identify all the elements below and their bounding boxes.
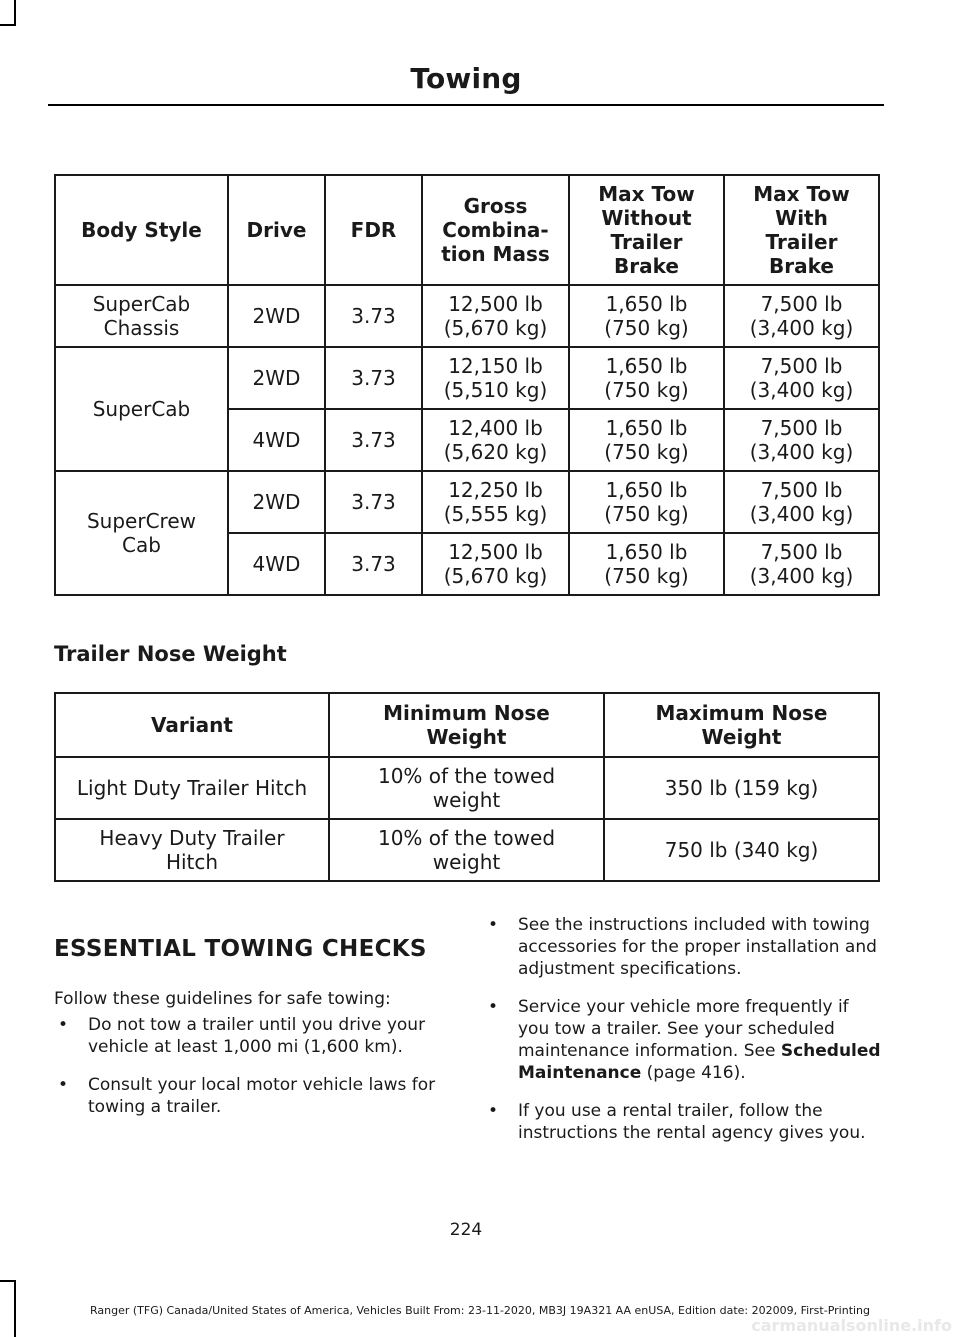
- gcm-kg: (5,555 kg): [443, 502, 548, 526]
- list-item: [484, 914, 882, 980]
- gcm-kg: (5,670 kg): [443, 564, 548, 588]
- crop-mark-top-left-v: [14, 0, 16, 26]
- no-brake-lb: 1,650 lb: [605, 540, 688, 564]
- nose-weight-table: [54, 692, 880, 882]
- no-brake-kg: (750 kg): [604, 378, 689, 402]
- gcm-lb: 12,150 lb: [448, 354, 543, 378]
- scheduled-maintenance-link[interactable]: Scheduled Maintenance: [518, 1041, 881, 1083]
- no-brake-lb: 1,650 lb: [605, 416, 688, 440]
- no-brake-cell: [569, 285, 724, 347]
- no-brake-lb: 1,650 lb: [605, 292, 688, 316]
- gcm-cell: [422, 285, 569, 347]
- list-item-text: If you use a rental trailer, follow the instructions the rental agency gives you.: [518, 1101, 866, 1143]
- gcm-kg: (5,670 kg): [443, 316, 548, 340]
- col-header-body-style: Body Style: [55, 175, 228, 285]
- brake-kg: (3,400 kg): [749, 564, 854, 588]
- no-brake-lb: 1,650 lb: [605, 478, 688, 502]
- variant-cell: Light Duty Trailer Hitch: [55, 757, 329, 819]
- col-header-max-tow-no-brake: Max Tow Without Trailer Brake: [569, 175, 724, 285]
- page-number: 224: [449, 1220, 483, 1240]
- bullet-icon: •: [488, 915, 499, 935]
- gcm-lb: 12,500 lb: [448, 292, 543, 316]
- gcm-cell: [422, 347, 569, 409]
- brake-kg: (3,400 kg): [749, 316, 854, 340]
- col-header-max-tow-brake: Max Tow With Trailer Brake: [724, 175, 879, 285]
- min-weight-cell: 10% of the towed weight: [329, 819, 604, 881]
- table-row: [55, 471, 879, 533]
- col-header-min-nose-weight: Minimum Nose Weight: [329, 693, 604, 757]
- gcm-kg: (5,510 kg): [443, 378, 548, 402]
- crop-mark-top-left-h: [0, 24, 16, 26]
- gcm-lb: 12,250 lb: [448, 478, 543, 502]
- list-item-text: Consult your local motor vehicle laws for towing a trailer.: [88, 1075, 436, 1117]
- brake-cell: [724, 471, 879, 533]
- fdr-cell: 3.73: [325, 471, 422, 533]
- list-item-text: See the instructions included with towing accessories for the proper installation and adjustment specifications.: [518, 915, 877, 979]
- drive-cell: 4WD: [228, 409, 325, 471]
- brake-kg: (3,400 kg): [749, 440, 854, 464]
- table-row: [55, 819, 879, 881]
- table-row: [55, 285, 879, 347]
- brake-cell: [724, 347, 879, 409]
- no-brake-cell: [569, 347, 724, 409]
- no-brake-cell: [569, 533, 724, 595]
- no-brake-kg: (750 kg): [604, 502, 689, 526]
- gcm-cell: [422, 533, 569, 595]
- fdr-cell: 3.73: [325, 285, 422, 347]
- body-style-cell: SuperCab Chassis: [55, 285, 228, 347]
- no-brake-kg: (750 kg): [604, 564, 689, 588]
- bullet-icon: •: [58, 1015, 69, 1035]
- list-item-text: Do not tow a trailer until you drive your vehicle at least 1,000 mi (1,600 km).: [88, 1015, 426, 1057]
- brake-lb: 7,500 lb: [760, 292, 843, 316]
- gcm-kg: (5,620 kg): [443, 440, 548, 464]
- brake-cell: [724, 285, 879, 347]
- bullet-icon: •: [58, 1075, 69, 1095]
- list-item: [54, 1074, 454, 1118]
- no-brake-cell: [569, 409, 724, 471]
- fdr-cell: 3.73: [325, 409, 422, 471]
- watermark: carmanualsonline.info: [751, 1316, 952, 1335]
- variant-cell: Heavy Duty Trailer Hitch: [55, 819, 329, 881]
- no-brake-kg: (750 kg): [604, 440, 689, 464]
- no-brake-kg: (750 kg): [604, 316, 689, 340]
- right-bullet-list: [484, 914, 882, 1160]
- page-reference: (page 416).: [641, 1063, 746, 1083]
- towing-capacity-table: [54, 174, 880, 596]
- drive-cell: 2WD: [228, 347, 325, 409]
- fdr-cell: 3.73: [325, 533, 422, 595]
- col-header-variant: Variant: [55, 693, 329, 757]
- gcm-cell: [422, 409, 569, 471]
- col-header-max-nose-weight: Maximum Nose Weight: [604, 693, 879, 757]
- max-weight-cell: 350 lb (159 kg): [604, 757, 879, 819]
- drive-cell: 4WD: [228, 533, 325, 595]
- title-divider: [48, 104, 884, 106]
- col-header-drive: Drive: [228, 175, 325, 285]
- no-brake-lb: 1,650 lb: [605, 354, 688, 378]
- bullet-icon: •: [488, 1101, 499, 1121]
- brake-kg: (3,400 kg): [749, 502, 854, 526]
- brake-lb: 7,500 lb: [760, 416, 843, 440]
- brake-cell: [724, 409, 879, 471]
- brake-lb: 7,500 lb: [760, 354, 843, 378]
- max-weight-cell: 750 lb (340 kg): [604, 819, 879, 881]
- footer-edition-info: Ranger (TFG) Canada/United States of America, Vehicles Built From: 23-11-2020, MB3J 19A321 AA enUSA, Edition date: 202009, First-Printing: [89, 1304, 871, 1317]
- brake-lb: 7,500 lb: [760, 540, 843, 564]
- body-style-cell: SuperCab: [55, 347, 228, 471]
- drive-cell: 2WD: [228, 471, 325, 533]
- brake-lb: 7,500 lb: [760, 478, 843, 502]
- body-style-cell: SuperCrew Cab: [55, 471, 228, 595]
- list-item-text: Service your vehicle more frequently if you tow a trailer. See your scheduled maintenance information. See: [518, 997, 849, 1061]
- intro-paragraph: Follow these guidelines for safe towing:: [54, 989, 391, 1009]
- list-item: [54, 1014, 454, 1058]
- table-header-row: [55, 693, 879, 757]
- gcm-lb: 12,500 lb: [448, 540, 543, 564]
- brake-cell: [724, 533, 879, 595]
- table-row: [55, 347, 879, 409]
- list-item: [484, 1100, 882, 1144]
- no-brake-cell: [569, 471, 724, 533]
- table-header-row: [55, 175, 879, 285]
- gcm-lb: 12,400 lb: [448, 416, 543, 440]
- nose-weight-title: Trailer Nose Weight: [54, 642, 287, 666]
- bullet-icon: •: [488, 997, 499, 1017]
- min-weight-cell: 10% of the towed weight: [329, 757, 604, 819]
- drive-cell: 2WD: [228, 285, 325, 347]
- left-bullet-list: [54, 1014, 454, 1134]
- col-header-fdr: FDR: [325, 175, 422, 285]
- crop-mark-bottom-left-h: [0, 1280, 16, 1282]
- page-title: Towing: [410, 62, 522, 95]
- fdr-cell: 3.73: [325, 347, 422, 409]
- list-item: [484, 996, 882, 1084]
- section-heading: ESSENTIAL TOWING CHECKS: [54, 936, 427, 962]
- table-row: [55, 757, 879, 819]
- col-header-gcm: Gross Combina-tion Mass: [422, 175, 569, 285]
- gcm-cell: [422, 471, 569, 533]
- brake-kg: (3,400 kg): [749, 378, 854, 402]
